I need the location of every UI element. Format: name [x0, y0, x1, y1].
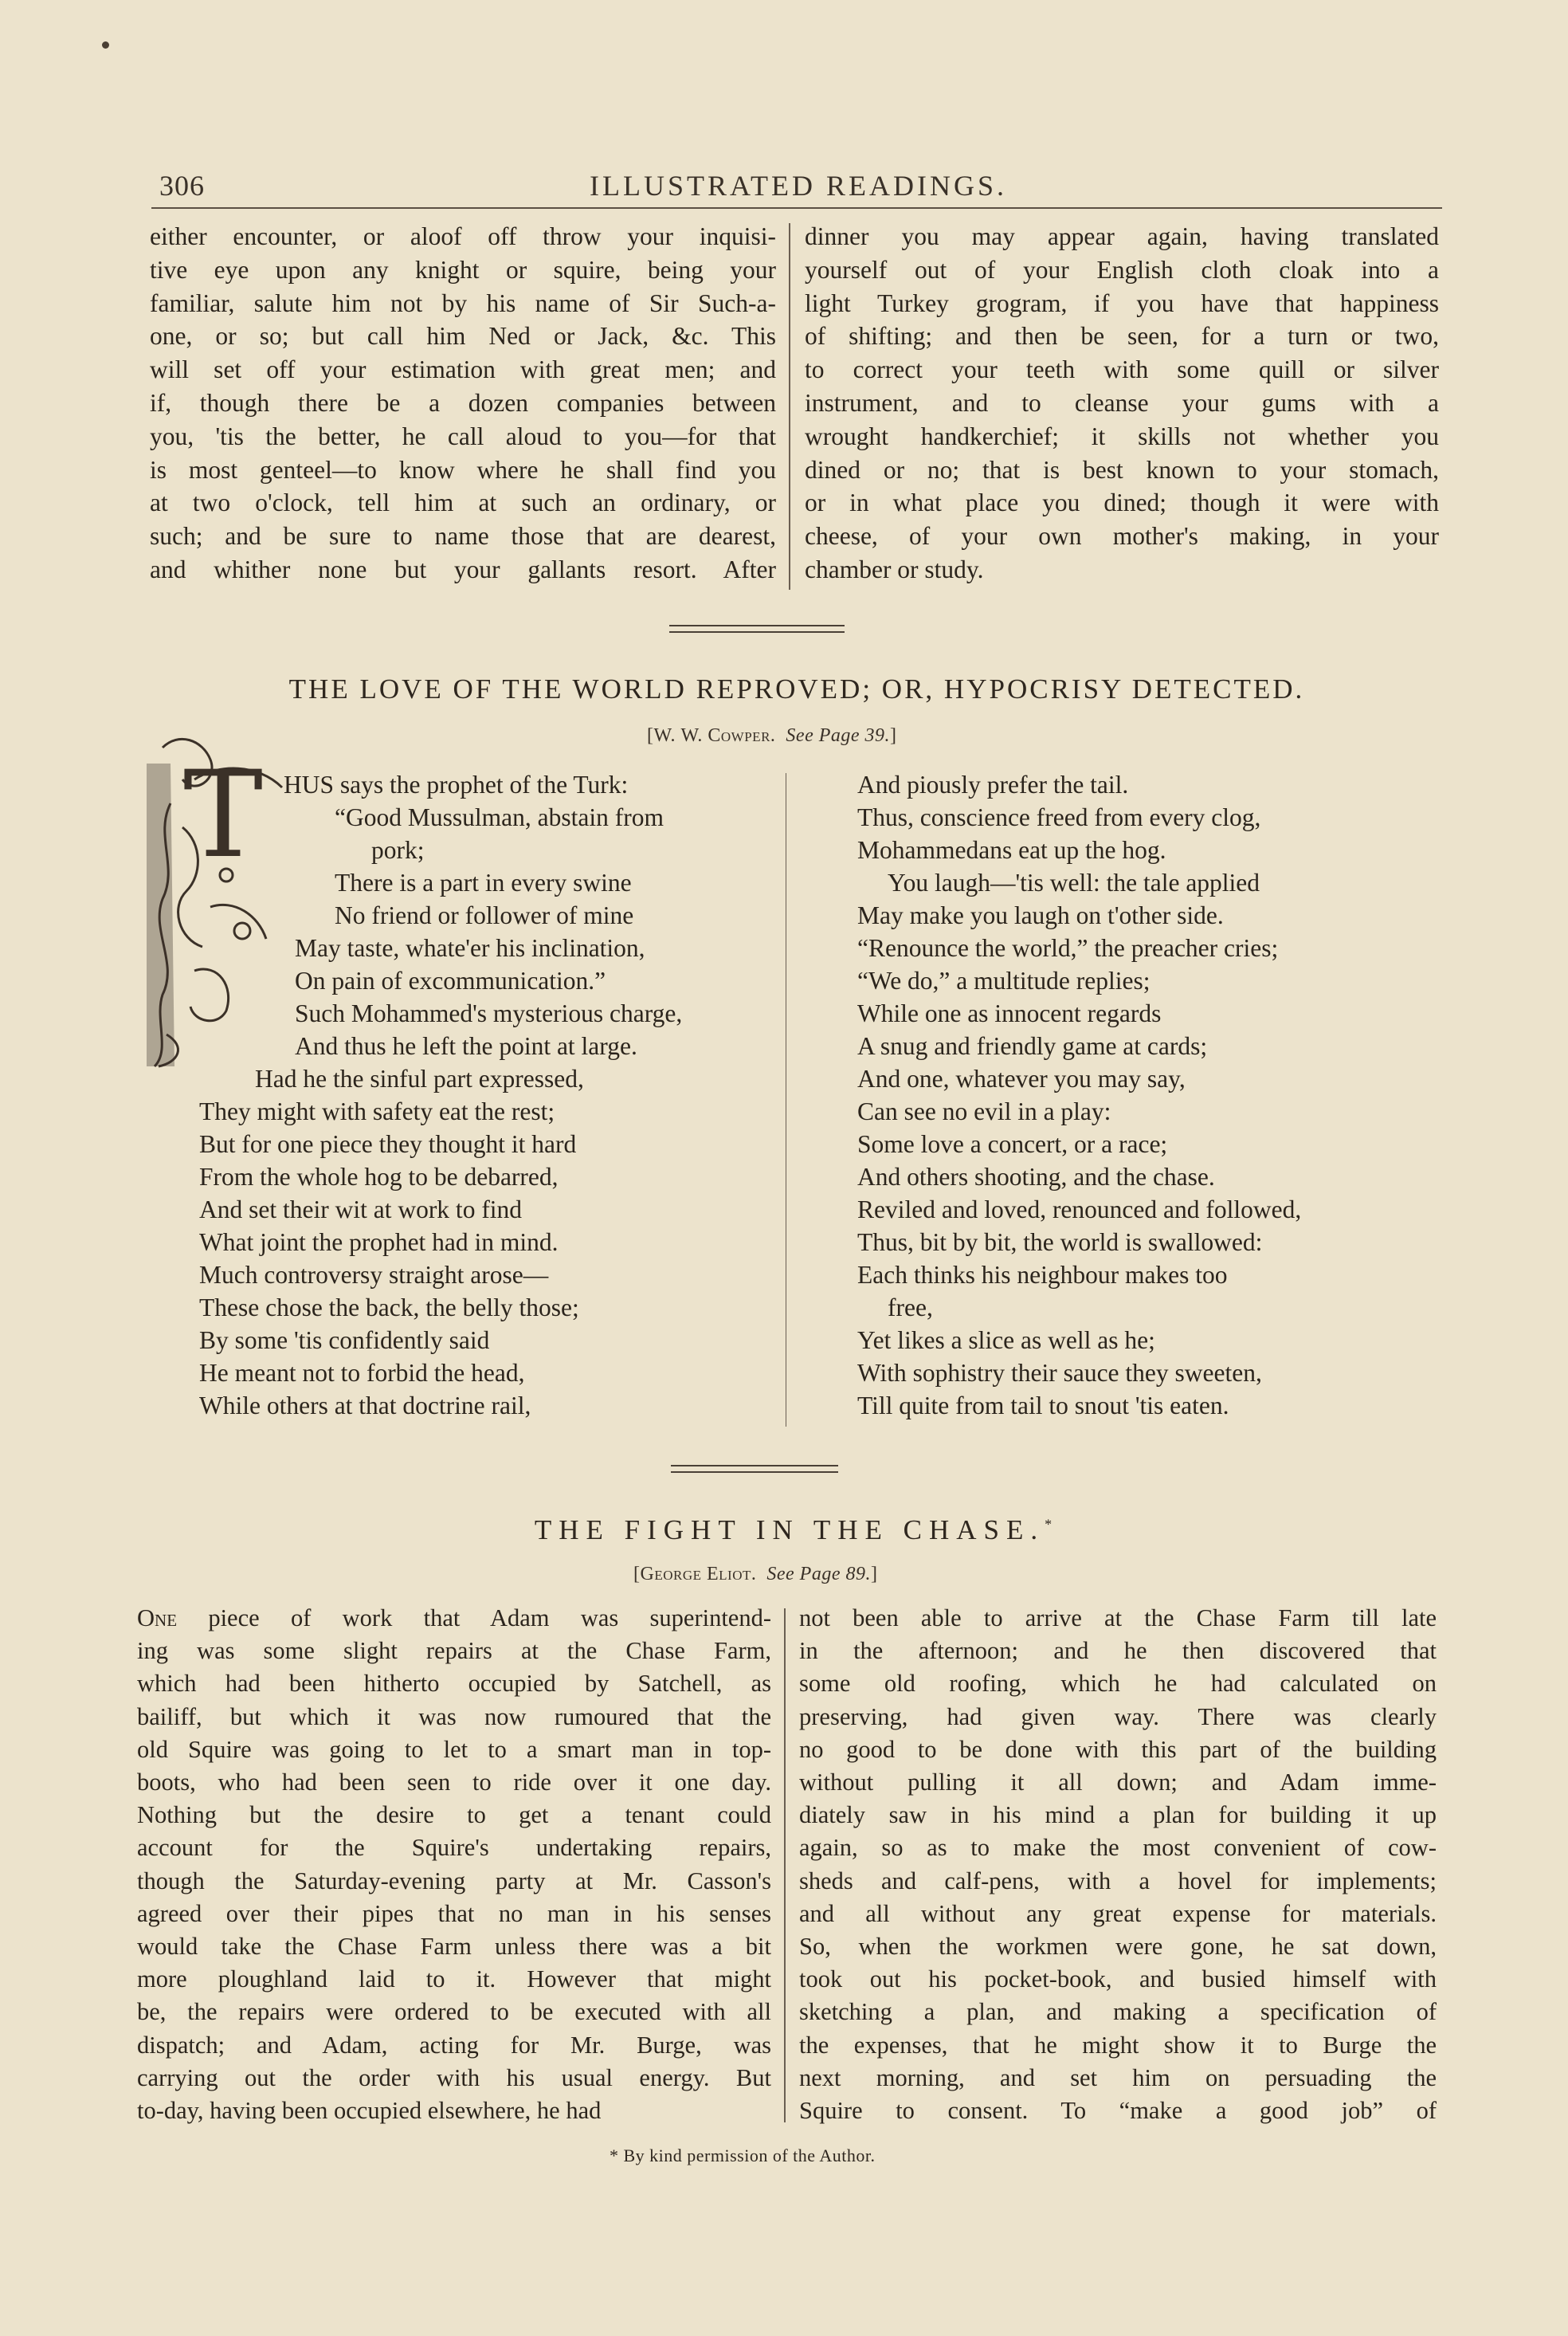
text-line: dinner you may appear again, having translated — [805, 222, 1439, 250]
column-divider — [789, 223, 790, 590]
prose-attribution: [George Eliot. See Page 89.] — [633, 1564, 878, 1584]
verse-line: May make you laugh on t'other side. — [857, 901, 1224, 929]
verse-line: With sophistry their sauce they sweeten, — [857, 1359, 1262, 1387]
top-text-left-column — [150, 220, 776, 587]
prose-title — [462, 1514, 1131, 1546]
poem-title: THE LOVE OF THE WORLD REPROVED; OR, HYPOCRISY DETECTED. — [288, 673, 1305, 705]
verse-line: And thus he left the point at large. — [295, 1032, 637, 1060]
prose-author: George Eliot. — [640, 1564, 757, 1584]
running-header — [159, 169, 1434, 209]
verse-line: Thus, conscience freed from every clog, — [857, 803, 1261, 831]
verse-line: Had he the sinful part expressed, — [255, 1065, 584, 1093]
prose-right-column — [799, 1602, 1437, 2127]
text-line: took out his pocket-book, and busied himself with — [799, 1965, 1437, 1993]
poem-first-line: HUS says the prophet of the Turk: — [284, 771, 629, 799]
verse-line: These chose the back, the belly those; — [199, 1294, 579, 1321]
text-line: in the afternoon; and he then discovered that — [799, 1637, 1437, 1665]
text-line: dispatch; and Adam, acting for Mr. Burge, was — [137, 2031, 771, 2059]
text-line: you, 'tis the better, he call aloud to you—for that — [150, 422, 776, 450]
text-line: account for the Squire's undertaking repairs, — [137, 1834, 771, 1862]
ornamental-rule — [669, 625, 845, 634]
verse-line: “We do,” a multitude replies; — [857, 967, 1151, 995]
footnote-marker: * — [1045, 1516, 1060, 1533]
verse-line: Thus, bit by bit, the world is swallowed: — [857, 1228, 1263, 1256]
text-line: instrument, and to cleanse your gums with a — [805, 388, 1439, 417]
footnote: * By kind permission of the Author. — [610, 2146, 876, 2165]
drop-cap-letter: T — [183, 746, 264, 885]
poem-left-column — [199, 801, 682, 1422]
prose-title-text: THE FIGHT IN THE CHASE. — [534, 1514, 1045, 1545]
prose-first-word: One — [137, 1604, 178, 1631]
verse-line: Can see no evil in a play: — [857, 1097, 1111, 1125]
text-line: preserving, had given way. There was clearly — [799, 1702, 1437, 1730]
verse-line: “Renounce the world,” the preacher cries; — [857, 934, 1279, 962]
text-line: at two o'clock, tell him at such an ordinary, or — [150, 489, 776, 517]
verse-line: Each thinks his neighbour makes too — [857, 1261, 1228, 1289]
text-line: or in what place you dined; though it were with — [805, 489, 1439, 517]
verse-line: May taste, whate'er his inclination, — [295, 934, 645, 962]
text-line: which had been hitherto occupied by Satchell, as — [137, 1670, 771, 1698]
verse-line: pork; — [371, 836, 425, 864]
verse-line: “Good Mussulman, abstain from — [335, 803, 664, 831]
text-line: without pulling it all down; and Adam imme- — [799, 1769, 1437, 1796]
text-line: some old roofing, which he had calculated on — [799, 1670, 1437, 1698]
text-line: So, when the workmen were gone, he sat down, — [799, 1933, 1437, 1961]
text-line: sketching a plan, and making a specification of — [799, 1998, 1437, 2026]
text-line: chamber or study. — [805, 555, 984, 583]
verse-line: On pain of excommunication.” — [295, 967, 606, 995]
text-line: to correct your teeth with some quill or silver — [805, 355, 1439, 384]
text-line: more ploughland laid to it. However that might — [137, 1965, 771, 1993]
text-line: either encounter, or aloof off throw your inquisi- — [150, 222, 776, 250]
verse-line: No friend or follower of mine — [335, 901, 634, 929]
verse-line: What joint the prophet had in mind. — [199, 1228, 559, 1256]
verse-line: And others shooting, and the chase. — [857, 1163, 1215, 1191]
text-line: yourself out of your English cloth cloak into a — [805, 255, 1439, 284]
text-line: dined or no; that is best known to your stomach, — [805, 455, 1439, 484]
text-line: would take the Chase Farm unless there was a bit — [137, 1933, 771, 1961]
text-line: next morning, and set him on persuading the — [799, 2063, 1437, 2091]
prose-first-line-rest: piece of work that Adam was superintend- — [177, 1604, 771, 1631]
text-line: of shifting; and then be seen, for a turn or two, — [805, 322, 1439, 351]
text-line: Nothing but the desire to get a tenant could — [137, 1801, 771, 1829]
text-line: light Turkey grogram, if you have that happiness — [805, 289, 1439, 317]
verse-line: While one as innocent regards — [857, 999, 1162, 1027]
text-line: is most genteel—to know where he shall find you — [150, 455, 776, 484]
verse-line: There is a part in every swine — [335, 869, 632, 897]
text-line: agreed over their pipes that no man in his senses — [137, 1899, 771, 1927]
verse-line: free, — [888, 1294, 933, 1321]
verse-line: From the whole hog to be debarred, — [199, 1163, 559, 1191]
verse-line: They might with safety eat the rest; — [199, 1097, 555, 1125]
verse-line: While others at that doctrine rail, — [199, 1392, 531, 1419]
poem-attribution: [W. W. Cowper. See Page 39.] — [647, 725, 897, 746]
verse-line: He meant not to forbid the head, — [199, 1359, 525, 1387]
text-line: will set off your estimation with great men; and — [150, 355, 776, 384]
text-line: diately saw in his mind a plan for building it up — [799, 1801, 1437, 1829]
text-line: ing was some slight repairs at the Chase Farm, — [137, 1637, 771, 1665]
text-line: wrought handkerchief; it skills not whether you — [805, 422, 1439, 450]
text-line: tive eye upon any knight or squire, being your — [150, 255, 776, 284]
verse-line: Reviled and loved, renounced and followed, — [857, 1195, 1302, 1223]
text-line: be, the repairs were ordered to be executed with all — [137, 1998, 771, 2026]
ornamental-rule — [671, 1465, 838, 1474]
verse-line: And piously prefer the tail. — [857, 771, 1129, 799]
verse-line: Some love a concert, or a race; — [857, 1130, 1168, 1158]
text-line: cheese, of your own mother's making, in your — [805, 522, 1439, 551]
text-line: no good to be done with this part of the building — [799, 1735, 1437, 1763]
text-line: and whither none but your gallants resort. After — [150, 555, 776, 583]
poem-see-page: See Page 39. — [786, 725, 891, 746]
text-line: Squire to consent. To “make a good job” of — [799, 2097, 1437, 2125]
verse-line: And set their wit at work to find — [199, 1195, 523, 1223]
verse-line: By some 'tis confidently said — [199, 1326, 490, 1354]
text-line: such; and be sure to name those that are dearest, — [150, 522, 776, 551]
page-number: 306 — [159, 170, 205, 202]
text-line: and all without any great expense for materials. — [799, 1899, 1437, 1927]
text-line: boots, who had been seen to ride over it one day. — [137, 1769, 771, 1796]
verse-line: Much controversy straight arose— — [199, 1261, 549, 1289]
prose-see-page: See Page 89. — [766, 1564, 871, 1584]
verse-line: But for one piece they thought it hard — [199, 1130, 577, 1158]
text-line: again, so as to make the most convenient of cow- — [799, 1834, 1437, 1862]
text-line: carrying out the order with his usual energy. But — [137, 2063, 771, 2091]
text-line: to-day, having been occupied elsewhere, he had — [137, 2097, 602, 2125]
text-line: familiar, salute him not by his name of Sir Such-a- — [150, 289, 776, 317]
text-line: if, though there be a dozen companies between — [150, 388, 776, 417]
verse-line: Till quite from tail to snout 'tis eaten. — [857, 1392, 1229, 1419]
text-line: sheds and calf-pens, with a hovel for implements; — [799, 1867, 1437, 1894]
text-line: the expenses, that he might show it to Burge the — [799, 2031, 1437, 2059]
verse-line: Mohammedans eat up the hog. — [857, 836, 1166, 864]
verse-line: And one, whatever you may say, — [857, 1065, 1186, 1093]
verse-line: You laugh—'tis well: the tale applied — [888, 869, 1260, 897]
poem-right-column — [857, 768, 1301, 1422]
verse-line: Such Mohammed's mysterious charge, — [295, 999, 683, 1027]
running-title: ILLUSTRATED READINGS. — [590, 170, 1007, 202]
verse-line: Yet likes a slice as well as he; — [857, 1326, 1155, 1354]
text-line: though the Saturday-evening party at Mr. Casson's — [137, 1867, 771, 1894]
verse-line: A snug and friendly game at cards; — [857, 1032, 1208, 1060]
ink-speck — [102, 41, 109, 49]
header-rule — [151, 207, 1442, 209]
text-line: old Squire was going to let to a smart man in top- — [137, 1735, 771, 1763]
prose-left-column — [137, 1602, 771, 2127]
text-line: bailiff, but which it was now rumoured that the — [137, 1702, 771, 1730]
column-divider — [784, 1608, 786, 2122]
top-text-right-column — [805, 220, 1439, 587]
text-line: one, or so; but call him Ned or Jack, &c. This — [150, 322, 776, 351]
text-line: not been able to arrive at the Chase Farm till late — [799, 1604, 1437, 1631]
poem-author: W. Cowper. — [680, 725, 776, 746]
